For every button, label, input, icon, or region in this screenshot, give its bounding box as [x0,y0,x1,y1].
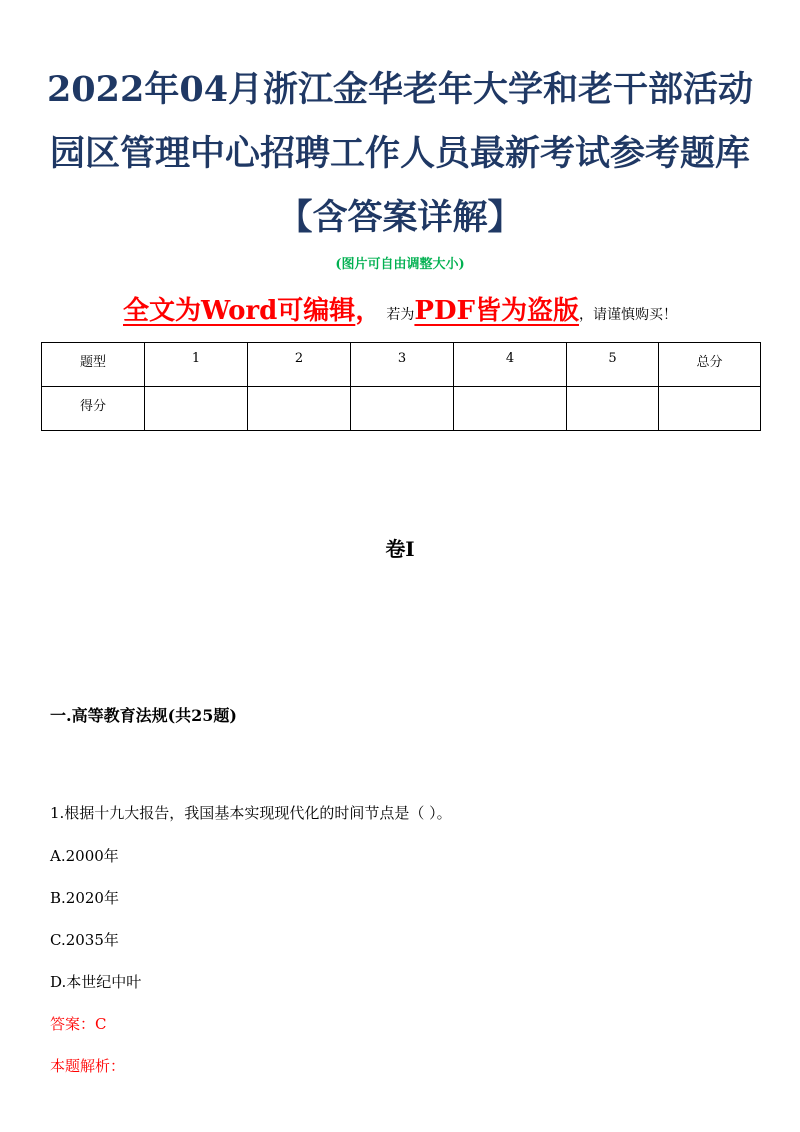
option-c: C.2035年 [50,931,119,949]
volume-heading: 卷I [385,537,415,561]
document-title [40,58,760,250]
score-cell [567,387,659,431]
section-heading: 一.高等教育法规(共25题) [50,706,237,725]
option-d: D.本世纪中叶 [50,973,142,991]
score-table-header [42,343,761,387]
header-cell-1: 1 [145,343,248,387]
header-cell-type: 题型 [42,343,145,387]
notice-if: 若为 [386,307,415,323]
notice-editable: 全文为Word可编辑 [123,296,356,326]
notice-caution: ，请谨慎购买！ [578,307,677,323]
title-line-1: 2022年04月浙江金华老年大学和老干部活动 [46,69,754,110]
answer: 答案：C [50,1015,107,1033]
image-resize-note: (图片可自由调整大小) [335,257,465,272]
option-b: B.2020年 [50,889,119,907]
score-cell [454,387,567,431]
title-line-2: 园区管理中心招聘工作人员最新考试参考题库 [49,133,750,174]
score-cell [248,387,351,431]
notice-comma: ， [355,296,382,326]
header-cell-4: 4 [454,343,567,387]
row-label-score: 得分 [42,387,145,431]
analysis-label: 本题解析： [50,1057,126,1075]
header-cell-5: 5 [567,343,659,387]
title-line-3: 【含答案详解】 [277,197,523,238]
score-table-row [42,387,761,431]
score-cell [659,387,761,431]
score-table [41,342,761,431]
question-stem: 1.根据十九大报告，我国基本实现现代化的时间节点是（ ）。 [50,804,452,822]
header-cell-3: 3 [351,343,454,387]
notice-pdf-pirated: PDF皆为盗版 [414,296,579,326]
score-cell [145,387,248,431]
option-a: A.2000年 [50,847,119,865]
header-cell-total: 总分 [659,343,761,387]
header-cell-2: 2 [248,343,351,387]
score-cell [351,387,454,431]
copyright-notice [0,290,800,327]
